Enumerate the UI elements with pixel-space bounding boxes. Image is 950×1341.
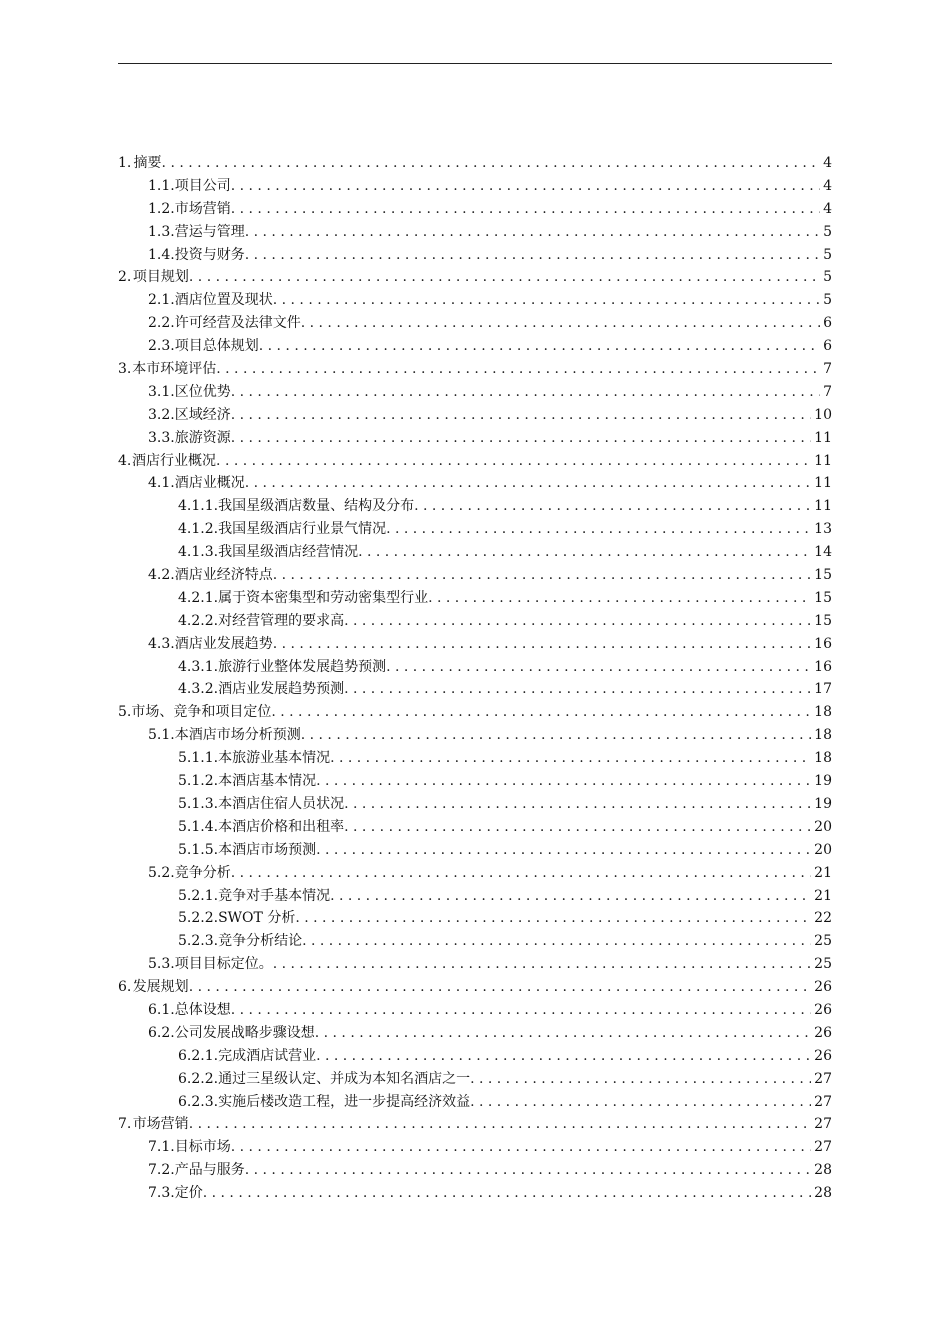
toc-title: 项目公司 (174, 177, 231, 194)
toc-number: 4.1. (148, 475, 175, 492)
toc-title: 发展规划 (132, 979, 189, 996)
toc-number: 6.2.3. (178, 1093, 219, 1110)
toc-title: 项目目标定位。 (174, 956, 273, 973)
toc-title: 公司发展战略步骤设想 (174, 1024, 315, 1041)
toc-entry[interactable] (118, 1091, 832, 1114)
toc-entry[interactable] (118, 289, 832, 312)
toc-page-number: 18 (814, 727, 832, 744)
toc-number: 4.3. (148, 635, 175, 652)
toc-entry[interactable] (118, 1045, 832, 1068)
toc-page-number: 5 (823, 223, 832, 240)
toc-page-number: 26 (814, 1047, 832, 1064)
toc-page-number: 26 (814, 1024, 832, 1041)
toc-number: 5.1.4. (178, 818, 219, 835)
toc-entry[interactable] (118, 747, 832, 770)
toc-leader-dots (428, 587, 811, 610)
toc-leader-dots (273, 289, 820, 312)
toc-number: 2.2. (148, 315, 175, 332)
toc-title: 本酒店市场预测 (218, 841, 317, 858)
toc-page-number: 5 (823, 269, 832, 286)
toc-entry[interactable] (118, 610, 832, 633)
toc-entry[interactable] (118, 816, 832, 839)
toc-entry[interactable] (118, 381, 832, 404)
toc-leader-dots (203, 1182, 811, 1205)
toc-page-number: 4 (823, 177, 832, 194)
toc-entry[interactable] (118, 953, 832, 976)
toc-number: 4.2.1. (178, 589, 219, 606)
toc-number: 5.1.5. (178, 841, 219, 858)
toc-page-number: 20 (814, 841, 832, 858)
toc-title: 竞争分析 (174, 864, 231, 881)
toc-page-number: 16 (814, 635, 832, 652)
toc-page-number: 18 (814, 704, 832, 721)
toc-leader-dots (316, 770, 811, 793)
toc-entry[interactable] (118, 839, 832, 862)
toc-number: 6.2. (148, 1024, 175, 1041)
toc-number: 5.1. (148, 727, 175, 744)
toc-page-number: 11 (814, 452, 832, 469)
toc-leader-dots (189, 266, 820, 289)
toc-leader-dots (231, 999, 811, 1022)
toc-title: SWOT 分析 (218, 910, 296, 927)
toc-title: 酒店业概况 (174, 475, 245, 492)
toc-number: 1.3. (148, 223, 175, 240)
toc-page-number: 7 (823, 383, 832, 400)
toc-entry[interactable] (118, 495, 832, 518)
toc-leader-dots (216, 450, 811, 473)
toc-number: 4.2. (148, 567, 175, 584)
toc-title: 酒店业经济特点 (174, 567, 273, 584)
toc-number: 4.1.1. (178, 498, 219, 515)
toc-title: 项目总体规划 (174, 338, 259, 355)
toc-number: 5.2.3. (178, 933, 219, 950)
toc-entry[interactable] (118, 885, 832, 908)
toc-entry[interactable] (118, 999, 832, 1022)
toc-number: 1.4. (148, 246, 175, 263)
toc-entry[interactable] (118, 175, 832, 198)
toc-leader-dots (231, 381, 820, 404)
toc-title: 本酒店住宿人员状况 (218, 795, 345, 812)
toc-leader-dots (216, 358, 820, 381)
toc-title: 酒店行业概况 (132, 452, 217, 469)
toc-entry[interactable] (118, 701, 832, 724)
toc-title: 总体设想 (174, 1001, 231, 1018)
toc-entry[interactable] (118, 907, 832, 930)
toc-leader-dots (470, 1091, 811, 1114)
toc-page-number: 11 (814, 498, 832, 515)
toc-page-number: 21 (814, 864, 832, 881)
toc-number: 6.2.1. (178, 1047, 219, 1064)
toc-page-number: 25 (814, 956, 832, 973)
toc-entry[interactable] (118, 1182, 832, 1205)
toc-leader-dots (330, 885, 811, 908)
toc-title: 竞争分析结论 (218, 933, 303, 950)
toc-leader-dots (245, 221, 820, 244)
toc-page-number: 7 (823, 361, 832, 378)
toc-page-number: 18 (814, 750, 832, 767)
toc-entry[interactable] (118, 1136, 832, 1159)
toc-entry[interactable] (118, 518, 832, 541)
toc-leader-dots (301, 312, 820, 335)
toc-leader-dots (316, 1045, 811, 1068)
toc-title: 我国星级酒店经营情况 (218, 544, 359, 561)
toc-title: 我国星级酒店行业景气情况 (218, 521, 387, 538)
toc-number: 3.3. (148, 429, 175, 446)
toc-title: 项目规划 (132, 269, 189, 286)
toc-page-number: 10 (814, 406, 832, 423)
toc-page-number: 27 (814, 1093, 832, 1110)
toc-page-number: 5 (823, 292, 832, 309)
toc-entry[interactable] (118, 1113, 832, 1136)
toc-page-number: 15 (814, 589, 832, 606)
toc-number: 6.2.2. (178, 1070, 219, 1087)
toc-entry[interactable] (118, 472, 832, 495)
toc-title: 产品与服务 (174, 1162, 245, 1179)
toc-entry[interactable] (118, 656, 832, 679)
toc-leader-dots (470, 1068, 811, 1091)
toc-number: 7.3. (148, 1185, 175, 1202)
toc-number: 6.1. (148, 1001, 175, 1018)
toc-page-number: 26 (814, 979, 832, 996)
toc-page-number: 21 (814, 887, 832, 904)
toc-number: 1.1. (148, 177, 175, 194)
toc-title: 旅游行业整体发展趋势预测 (218, 658, 387, 675)
toc-leader-dots (189, 1113, 811, 1136)
toc-number: 2.3. (148, 338, 175, 355)
toc-entry[interactable] (118, 221, 832, 244)
toc-number: 1. (118, 155, 132, 171)
toc-number: 5.3. (148, 956, 175, 973)
toc-title: 摘要 (133, 155, 162, 171)
toc-leader-dots (162, 152, 821, 175)
toc-entry[interactable] (118, 1022, 832, 1045)
toc-page-number: 26 (814, 1001, 832, 1018)
toc-leader-dots (344, 678, 811, 701)
toc-number: 5.2.1. (178, 887, 219, 904)
toc-title: 投资与财务 (174, 246, 245, 263)
toc-leader-dots (358, 541, 811, 564)
toc-entry[interactable] (118, 427, 832, 450)
toc-page-number: 4 (823, 155, 832, 171)
toc-title: 酒店位置及现状 (174, 292, 273, 309)
toc-leader-dots (316, 839, 811, 862)
toc-page-number: 25 (814, 933, 832, 950)
toc-title: 属于资本密集型和劳动密集型行业 (218, 589, 429, 606)
toc-leader-dots (295, 907, 811, 930)
toc-number: 4. (118, 452, 132, 469)
toc-leader-dots (231, 198, 820, 221)
toc-title: 我国星级酒店数量、结构及分布 (218, 498, 415, 515)
toc-leader-dots (245, 1159, 811, 1182)
toc-number: 7.2. (148, 1162, 175, 1179)
toc-leader-dots (231, 862, 811, 885)
toc-entry[interactable] (118, 930, 832, 953)
toc-title: 许可经营及法律文件 (174, 315, 301, 332)
toc-page-number: 27 (814, 1139, 832, 1156)
toc-title: 定价 (174, 1185, 203, 1202)
toc-title: 竞争对手基本情况 (218, 887, 331, 904)
toc-number: 7. (118, 1116, 132, 1133)
toc-leader-dots (330, 747, 811, 770)
toc-entry[interactable] (118, 450, 832, 473)
toc-entry[interactable] (118, 976, 832, 999)
toc-entry[interactable] (118, 312, 832, 335)
toc-page-number: 6 (823, 315, 832, 332)
toc-number: 4.1.2. (178, 521, 219, 538)
toc-leader-dots (344, 610, 811, 633)
toc-title: 酒店业发展趋势 (174, 635, 273, 652)
toc-entry[interactable] (118, 1068, 832, 1091)
toc-number: 4.2.2. (178, 612, 219, 629)
toc-entry[interactable] (118, 266, 832, 289)
toc-number: 2.1. (148, 292, 175, 309)
toc-title: 酒店业发展趋势预测 (218, 681, 345, 698)
toc-entry[interactable] (118, 152, 832, 175)
toc-page-number: 5 (823, 246, 832, 263)
toc-page-number: 15 (814, 567, 832, 584)
toc-number: 7.1. (148, 1139, 175, 1156)
toc-number: 5.1.2. (178, 773, 219, 790)
toc-title: 通过三星级认定、并成为本知名酒店之一 (218, 1070, 471, 1087)
toc-entry[interactable] (118, 633, 832, 656)
toc-title: 区位优势 (174, 383, 231, 400)
toc-number: 1.2. (148, 200, 175, 217)
toc-entry[interactable] (118, 244, 832, 267)
toc-leader-dots (344, 816, 811, 839)
toc-entry[interactable] (118, 587, 832, 610)
toc-title: 市场营销 (174, 200, 231, 217)
toc-leader-dots (273, 633, 811, 656)
toc-page-number: 6 (823, 338, 832, 355)
toc-title: 完成酒店试营业 (218, 1047, 317, 1064)
toc-page-number: 28 (814, 1185, 832, 1202)
toc-page-number: 17 (814, 681, 832, 698)
toc-leader-dots (259, 335, 820, 358)
toc-number: 5.2. (148, 864, 175, 881)
toc-title: 市场、竞争和项目定位 (131, 704, 272, 721)
header-rule (118, 63, 832, 64)
toc-leader-dots (386, 518, 811, 541)
toc-leader-dots (344, 793, 811, 816)
toc-number: 4.1.3. (178, 544, 219, 561)
toc-leader-dots (414, 495, 811, 518)
toc-number: 5.2.2. (178, 910, 219, 927)
toc-leader-dots (302, 930, 811, 953)
toc-leader-dots (386, 656, 811, 679)
toc-leader-dots (231, 1136, 811, 1159)
toc-leader-dots (271, 701, 811, 724)
toc-number: 6. (118, 979, 132, 996)
toc-title: 本旅游业基本情况 (218, 750, 331, 767)
toc-number: 5. (118, 704, 132, 721)
toc-leader-dots (231, 427, 811, 450)
toc-entry[interactable] (118, 198, 832, 221)
toc-leader-dots (273, 953, 811, 976)
toc-page-number: 28 (814, 1162, 832, 1179)
toc-entry[interactable] (118, 770, 832, 793)
toc-page-number: 20 (814, 818, 832, 835)
toc-page-number: 14 (814, 544, 832, 561)
toc-page-number: 19 (814, 795, 832, 812)
toc-title: 市场营销 (132, 1116, 189, 1133)
toc-entry[interactable] (118, 564, 832, 587)
toc-entry[interactable] (118, 541, 832, 564)
toc-page-number: 15 (814, 612, 832, 629)
toc-page-number: 22 (814, 910, 832, 927)
toc-page-number: 4 (823, 200, 832, 217)
toc-number: 2. (118, 269, 132, 286)
toc-leader-dots (245, 472, 811, 495)
toc-number: 3.2. (148, 406, 175, 423)
toc-entry[interactable] (118, 335, 832, 358)
toc-entry[interactable] (118, 404, 832, 427)
toc-entry[interactable] (118, 678, 832, 701)
toc-title: 本酒店基本情况 (218, 773, 317, 790)
toc-number: 3.1. (148, 383, 175, 400)
toc-page-number: 19 (814, 773, 832, 790)
toc-page-number: 27 (814, 1070, 832, 1087)
toc-entry[interactable] (118, 724, 832, 747)
toc-entry[interactable] (118, 793, 832, 816)
toc-title: 本酒店市场分析预测 (174, 727, 301, 744)
toc-page-number: 11 (814, 429, 832, 446)
toc-title: 旅游资源 (174, 429, 231, 446)
toc-entry[interactable] (118, 1159, 832, 1182)
toc-title: 对经营管理的要求高 (218, 612, 345, 629)
toc-number: 4.3.1. (178, 658, 219, 675)
toc-title: 本酒店价格和出租率 (218, 818, 345, 835)
toc-number: 3. (118, 361, 132, 378)
toc-leader-dots (273, 564, 811, 587)
toc-entry[interactable] (118, 358, 832, 381)
toc-leader-dots (245, 244, 820, 267)
toc-title: 目标市场 (174, 1139, 231, 1156)
table-of-contents (118, 152, 832, 1205)
toc-leader-dots (189, 976, 811, 999)
toc-page-number: 16 (814, 658, 832, 675)
toc-title: 区域经济 (174, 406, 231, 423)
toc-number: 5.1.3. (178, 795, 219, 812)
toc-leader-dots (231, 175, 820, 198)
toc-number: 5.1.1. (178, 750, 219, 767)
toc-page-number: 13 (814, 521, 832, 538)
toc-entry[interactable] (118, 862, 832, 885)
toc-title: 实施后楼改造工程，进一步提高经济效益 (218, 1093, 471, 1110)
toc-leader-dots (315, 1022, 811, 1045)
toc-page-number: 27 (814, 1116, 832, 1133)
toc-leader-dots (301, 724, 811, 747)
toc-leader-dots (231, 404, 811, 427)
toc-number: 4.3.2. (178, 681, 219, 698)
toc-page-number: 11 (814, 475, 832, 492)
toc-title: 营运与管理 (174, 223, 245, 240)
toc-title: 本市环境评估 (132, 361, 217, 378)
